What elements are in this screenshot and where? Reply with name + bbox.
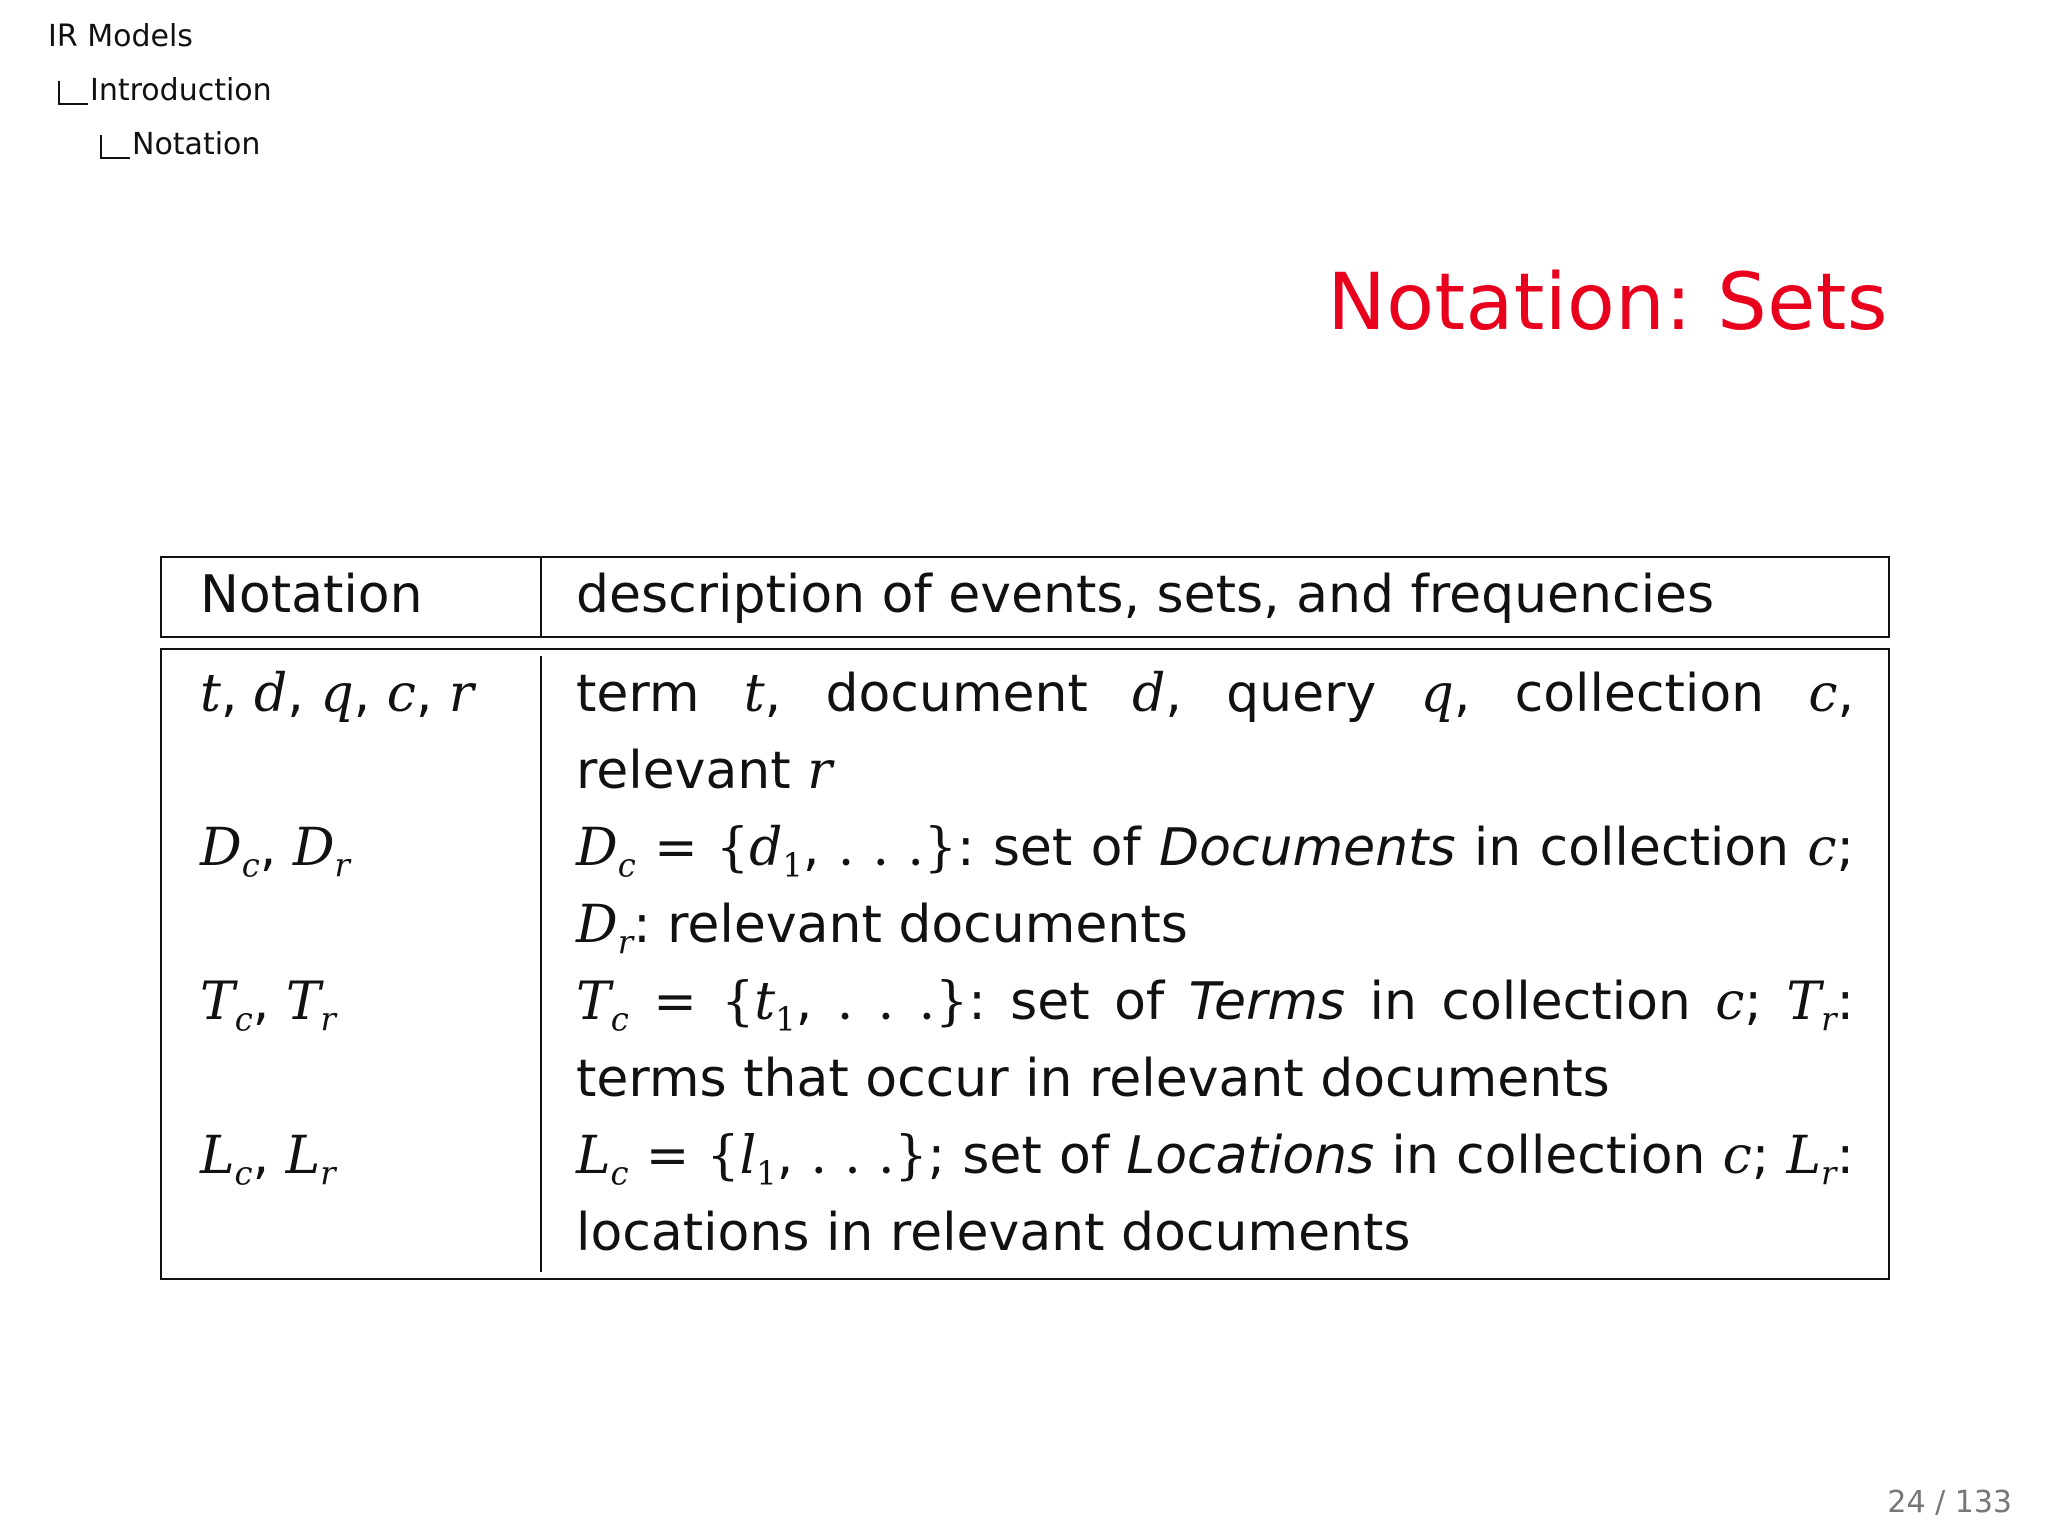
table-row-symbol [200,656,540,810]
page-number: 24 / 133 [1887,1485,2012,1520]
tree-branch-icon [100,135,130,159]
breadcrumb-label-introduction: Introduction [90,73,272,108]
table-header [160,556,1890,638]
header-notation: Notation [162,558,542,636]
symbol-cell: $T_c$, $T_r$ [200,972,336,1039]
table-row-symbol [200,1118,540,1272]
breadcrumb-item [48,118,272,172]
symbol-column [162,656,542,1272]
symbol-cell: $D_c$, $D_r$ [200,818,350,885]
breadcrumb-item [48,64,272,118]
symbol-cell: t, d, q, c, r [200,664,474,724]
breadcrumb-label-notation: Notation [132,127,261,162]
notation-table [160,556,1890,1280]
description-cell: term t, document d, query q, collection c, relevant r [576,664,1855,801]
table-row-symbol [200,964,540,1118]
description-cell: $T_c = \{t_1$, . . .}: set of Terms in collection c; $T_r$: terms that occur in relevant documents [576,972,1855,1109]
header-description: description of events, sets, and frequencies [576,565,1715,625]
breadcrumb-label-ir-models: IR Models [48,19,193,54]
slide-title: Notation: Sets [1327,258,1888,348]
table-row-symbol [200,810,540,964]
table-body [160,648,1890,1280]
breadcrumb-item [48,10,272,64]
description-column [542,656,1888,1272]
breadcrumb [48,10,272,172]
tree-branch-icon [58,81,88,105]
description-cell: $L_c = \{l_1$, . . .}; set of Locations in collection c; $L_r$: locations in relevant documents [576,1126,1854,1263]
symbol-cell: $L_c$, $L_r$ [200,1126,336,1193]
description-cell: $D_c = \{d_1$, . . .}: set of Documents in collection c; $D_r$: relevant documents [576,818,1855,962]
